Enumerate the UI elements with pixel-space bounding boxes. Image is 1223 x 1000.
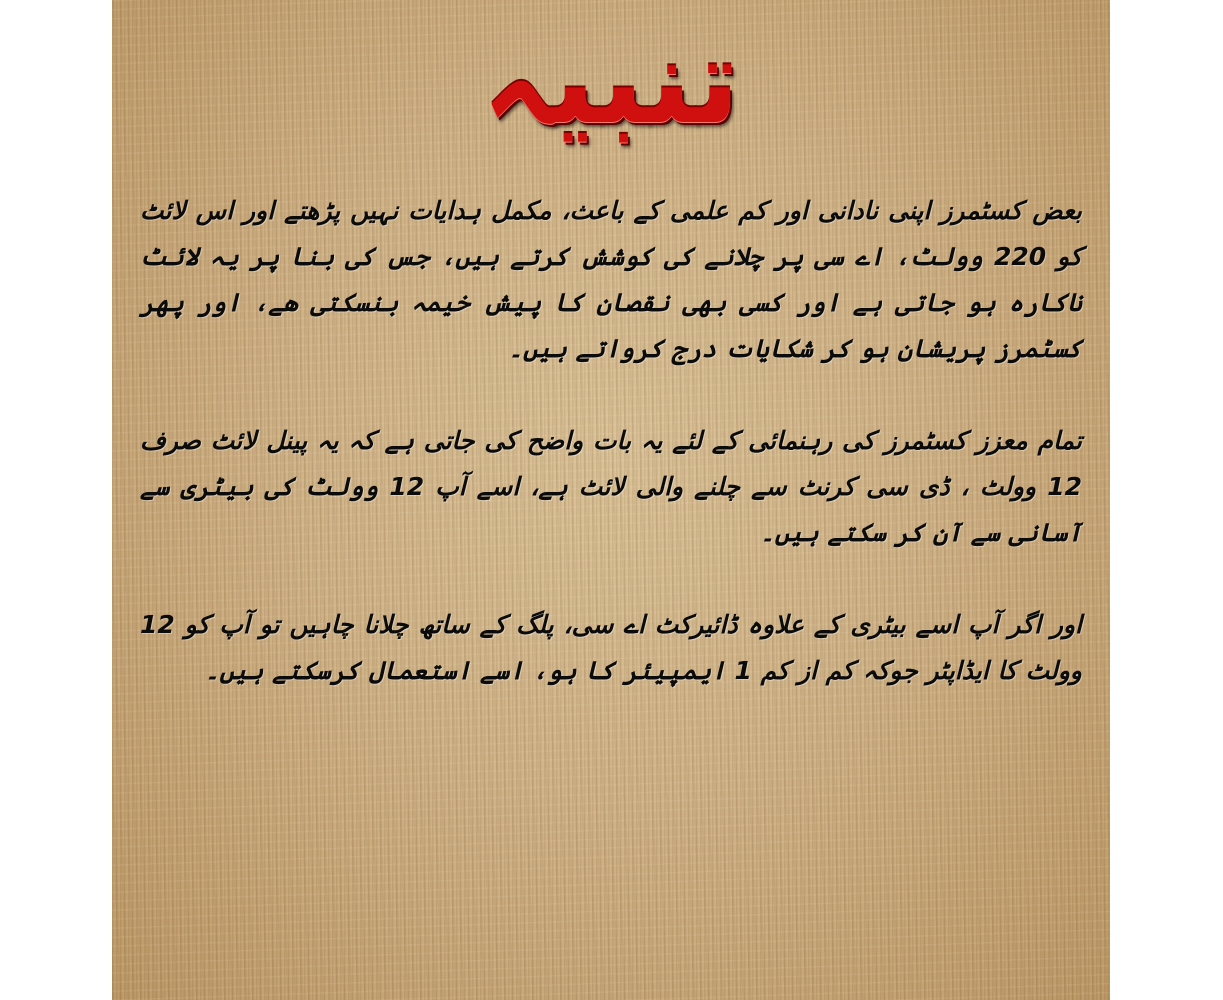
notice-panel xyxy=(112,0,1110,1000)
paragraph-adapter: اور اگر آپ اسے بیٹری کے علاوہ ڈائیرکٹ اے سی، پلگ کے ساتھ چلانا چاہیں تو آپ کو 12 وولٹ کا ایڈاپٹر جوکہ کم از کم 1 ایمپیئر کا ہو، اسے استعمال کرسکتے ہیں۔ xyxy=(140,610,1082,685)
notice-title: تنبیہ xyxy=(482,12,740,150)
paragraph-guidance: تمام معزز کسٹمرز کی رہنمائی کے لئے یہ بات واضح کی جاتی ہے کہ یہ پینل لائٹ صرف 12 وولٹ ، ڈی سی کرنٹ سے چلنے والی لائٹ ہے، اسے آپ 12 وولٹ کی بیٹری سے آسانی سے آن کر سکتے ہیں۔ xyxy=(140,426,1082,547)
notice-body xyxy=(140,188,1082,694)
paragraph-warning: بعض کسٹمرز اپنی نادانی اور کم علمی کے باعث، مکمل ہدایات نہیں پڑھتے اور اس لائٹ کو 220 وولٹ، اے سی پر چلانے کی کوشش کرتے ہیں، جس کی بنا پر یہ لائٹ ناکارہ ہو جاتی ہے اور کسی بھی نقصان کا پیش خیمہ بنسکتی ھے، اور پھر کسٹمرز پریشان ہو کر شکایات درج کرواتے ہیں۔ xyxy=(140,196,1082,363)
